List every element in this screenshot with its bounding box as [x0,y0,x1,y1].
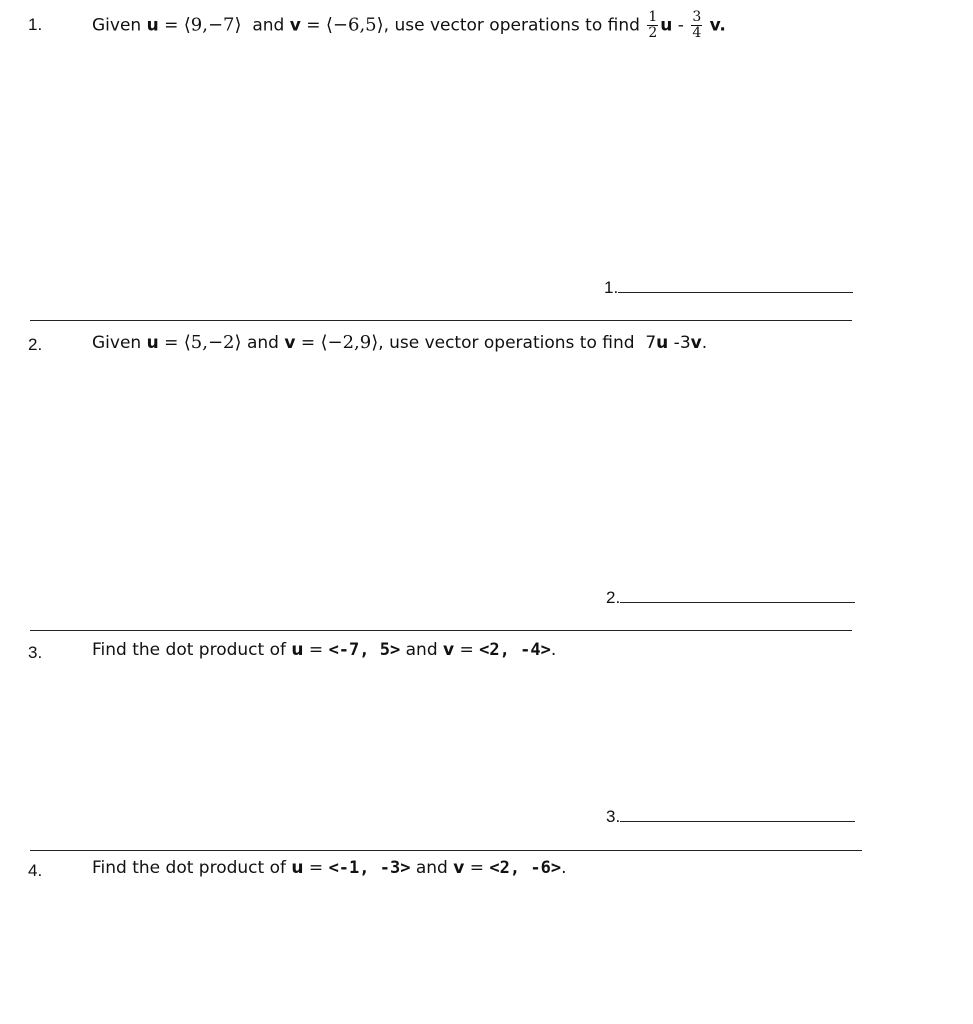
problem-1-v-label: v [289,15,301,36]
problem-1-fraction-three-quarters [691,10,702,41]
problem-2-number: 2. [28,335,43,354]
problem-4-and: and [415,858,448,878]
problem-3-number: 3. [28,643,43,662]
problem-2-expr-v: v [690,333,702,353]
answer-1-line[interactable] [618,276,853,293]
answer-3-line[interactable] [620,805,855,822]
answer-3 [606,805,855,827]
problem-3-eq2: = [459,640,474,660]
problem-4-u-label: u [291,858,304,878]
problem-2-u-label: u [146,333,159,353]
problem-3-text [92,640,556,660]
problem-4-v-label: v [453,858,465,878]
problem-4-text [92,858,566,878]
problem-2-eq1: = [164,333,179,353]
problem-2-and: and [246,333,279,353]
problem-3-v-label: v [443,640,455,660]
problem-2-instruction: , use vector operations to find [378,333,635,353]
problem-1-frac2-num: 3 [692,9,702,25]
problem-1-eq1: = [164,15,179,36]
divider-3 [30,850,862,851]
problem-1-fraction-half [647,10,658,41]
problem-4-v-value: <2, -6> [489,858,562,878]
problem-1-text [92,10,726,41]
divider-2 [30,630,852,631]
problem-1-frac2-den: 4 [692,25,702,41]
problem-4-u-value: <-1, -3> [328,858,411,878]
problem-1-u-value: ⟨9,−7⟩ [183,14,242,36]
problem-4-eq1: = [308,858,324,878]
problem-3-end: . [550,640,557,660]
answer-2-label: 2. [606,588,621,607]
answer-1 [604,276,853,298]
problem-2-v-label: v [284,333,296,353]
problem-1-number: 1. [28,15,43,34]
answer-3-label: 3. [606,807,621,826]
problem-1-frac1-den: 2 [648,25,658,41]
problem-1-frac1-num: 1 [648,9,658,25]
problem-3-u-label: u [291,640,304,660]
problem-2-expr-coef: 7 [645,333,657,353]
problem-3-lead: Find the dot product of [92,640,286,660]
problem-1-minus: - [677,15,684,36]
problem-3-and: and [405,640,438,660]
problem-1-u-label: u [146,15,159,36]
problem-4-end: . [561,858,567,878]
problem-1-term2: v. [709,15,726,36]
problem-2-expr-mid: -3 [668,333,691,353]
problem-4-lead: Find the dot product of [92,858,286,878]
problem-2-u-value: ⟨5,−2⟩ [183,332,242,353]
answer-2 [606,586,855,608]
problem-1-instruction: , use vector operations to find [383,15,640,36]
answer-1-label: 1. [604,278,619,297]
problem-3-v-value: <2, -4> [479,640,551,660]
problem-1-prefix: Given [92,15,142,36]
problem-3-u-value: <-7, 5> [328,640,401,660]
problem-2-eq2: = [300,333,316,353]
divider-1 [30,320,852,321]
problem-2-text [92,332,707,353]
problem-1-and: and [252,15,285,36]
answer-2-line[interactable] [620,586,855,603]
problem-2-v-value: ⟨−2,9⟩ [320,332,379,353]
problem-1-eq2: = [306,15,321,36]
problem-3-eq1: = [308,640,324,660]
problem-2-expr-u: u [656,333,669,353]
problem-1-v-value: ⟨−6,5⟩ [325,14,384,36]
problem-2-prefix: Given [92,333,142,353]
problem-1-term1: u [660,15,673,36]
problem-4-eq2: = [469,858,484,878]
problem-4-number: 4. [28,861,43,880]
problem-2-expr-end: . [701,333,708,353]
